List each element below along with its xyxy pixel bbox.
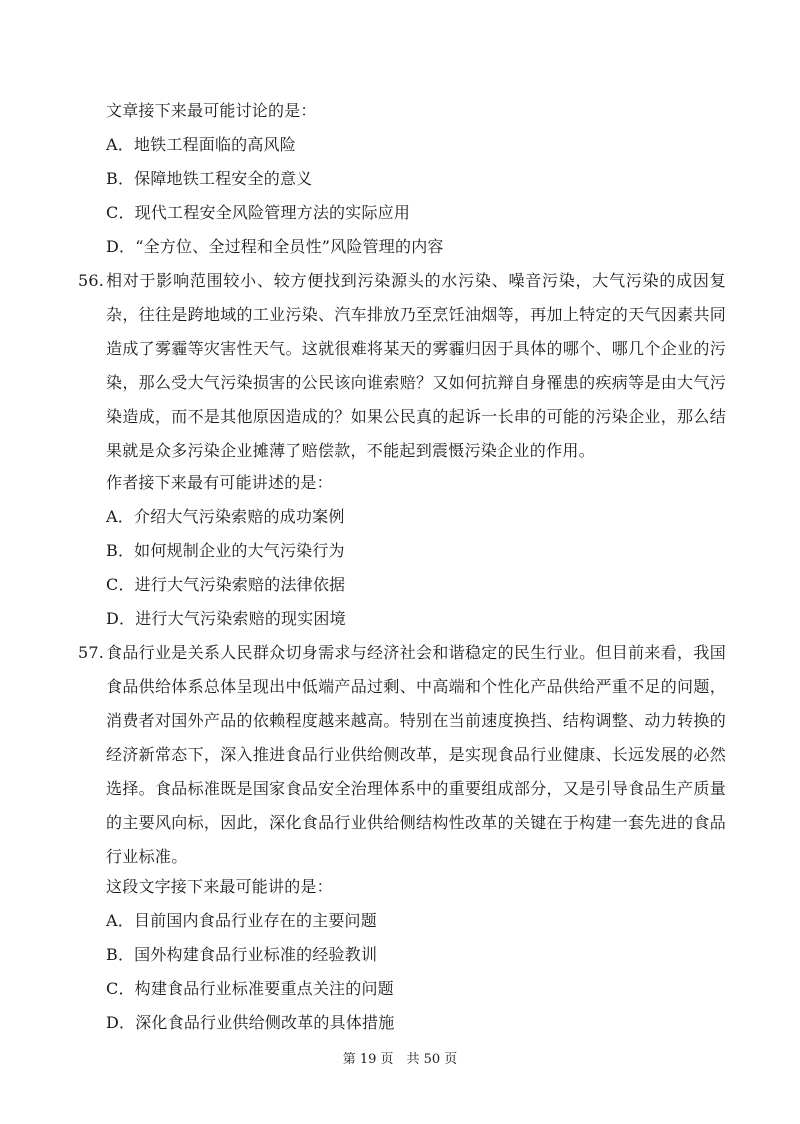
page-number-footer: 第 19 页 共 50 页	[342, 1052, 458, 1067]
q57-prompt: 这段文字接下来最可能讲的是：	[106, 877, 333, 896]
q56-option-c: C．进行大气污染索赔的法律依据	[106, 575, 346, 594]
q57-option-b: B．国外构建食品行业标准的经验教训	[106, 945, 378, 964]
q55-prompt: 文章接下来最可能讨论的是：	[106, 101, 317, 120]
q57-option-d: D．深化食品行业供给侧改革的具体措施	[106, 1013, 395, 1032]
q56-option-a: A．介绍大气污染索赔的成功案例	[106, 507, 345, 526]
q57-number: 57.	[78, 643, 105, 662]
q55-option-a: A．地铁工程面临的高风险	[106, 135, 296, 154]
q56-passage: 相对于影响范围较小、较方便找到污染源头的水污染、噪音污染，大气污染的成因复杂，往往是跨地域的工业污染、汽车排放乃至烹饪油烟等，再加上特定的天气因素共同造成了雾霾等灾害性天气。这就很难将某天的雾霾归因于具体的哪个、哪几个企业的污染，那么受大气污染损害的公民该向谁索赔？又如何抗辩自身罹患的疾病等是由大气污染造成，而不是其他原因造成的？如果公民真的起诉一长串的可能的污染企业，那么结果就是众多污染企业摊薄了赔偿款，不能起到震慑污染企业的作用。	[106, 271, 726, 460]
q57-passage: 食品行业是关系人民群众切身需求与经济社会和谐稳定的民生行业。但目前来看，我国食品供给体系总体呈现出中低端产品过剩、中高端和个性化产品供给严重不足的问题，消费者对国外产品的依赖程度越来越高。特别在当前速度换挡、结构调整、动力转换的经济新常态下，深入推进食品行业供给侧改革，是实现食品行业健康、长远发展的必然选择。食品标准既是国家食品安全治理体系中的重要组成部分，又是引导食品生产质量的主要风向标，因此，深化食品行业供给侧结构性改革的关键在于构建一套先进的食品行业标准。	[106, 643, 726, 866]
q56-number: 56.	[78, 271, 105, 290]
q56-option-d: D．进行大气污染索赔的现实困境	[106, 609, 346, 628]
q57-option-a: A．目前国内食品行业存在的主要问题	[106, 911, 377, 930]
q56-prompt: 作者接下来最有可能讲述的是：	[106, 473, 333, 492]
q55-option-d: D．“全方位、全过程和全员性”风险管理的内容	[106, 237, 444, 256]
q56-option-b: B．如何规制企业的大气污染行为	[106, 541, 345, 560]
q55-option-c: C．现代工程安全风险管理方法的实际应用	[106, 203, 411, 222]
q57-option-c: C．构建食品行业标准要重点关注的问题	[106, 979, 394, 998]
q55-option-b: B．保障地铁工程安全的意义	[106, 169, 313, 188]
